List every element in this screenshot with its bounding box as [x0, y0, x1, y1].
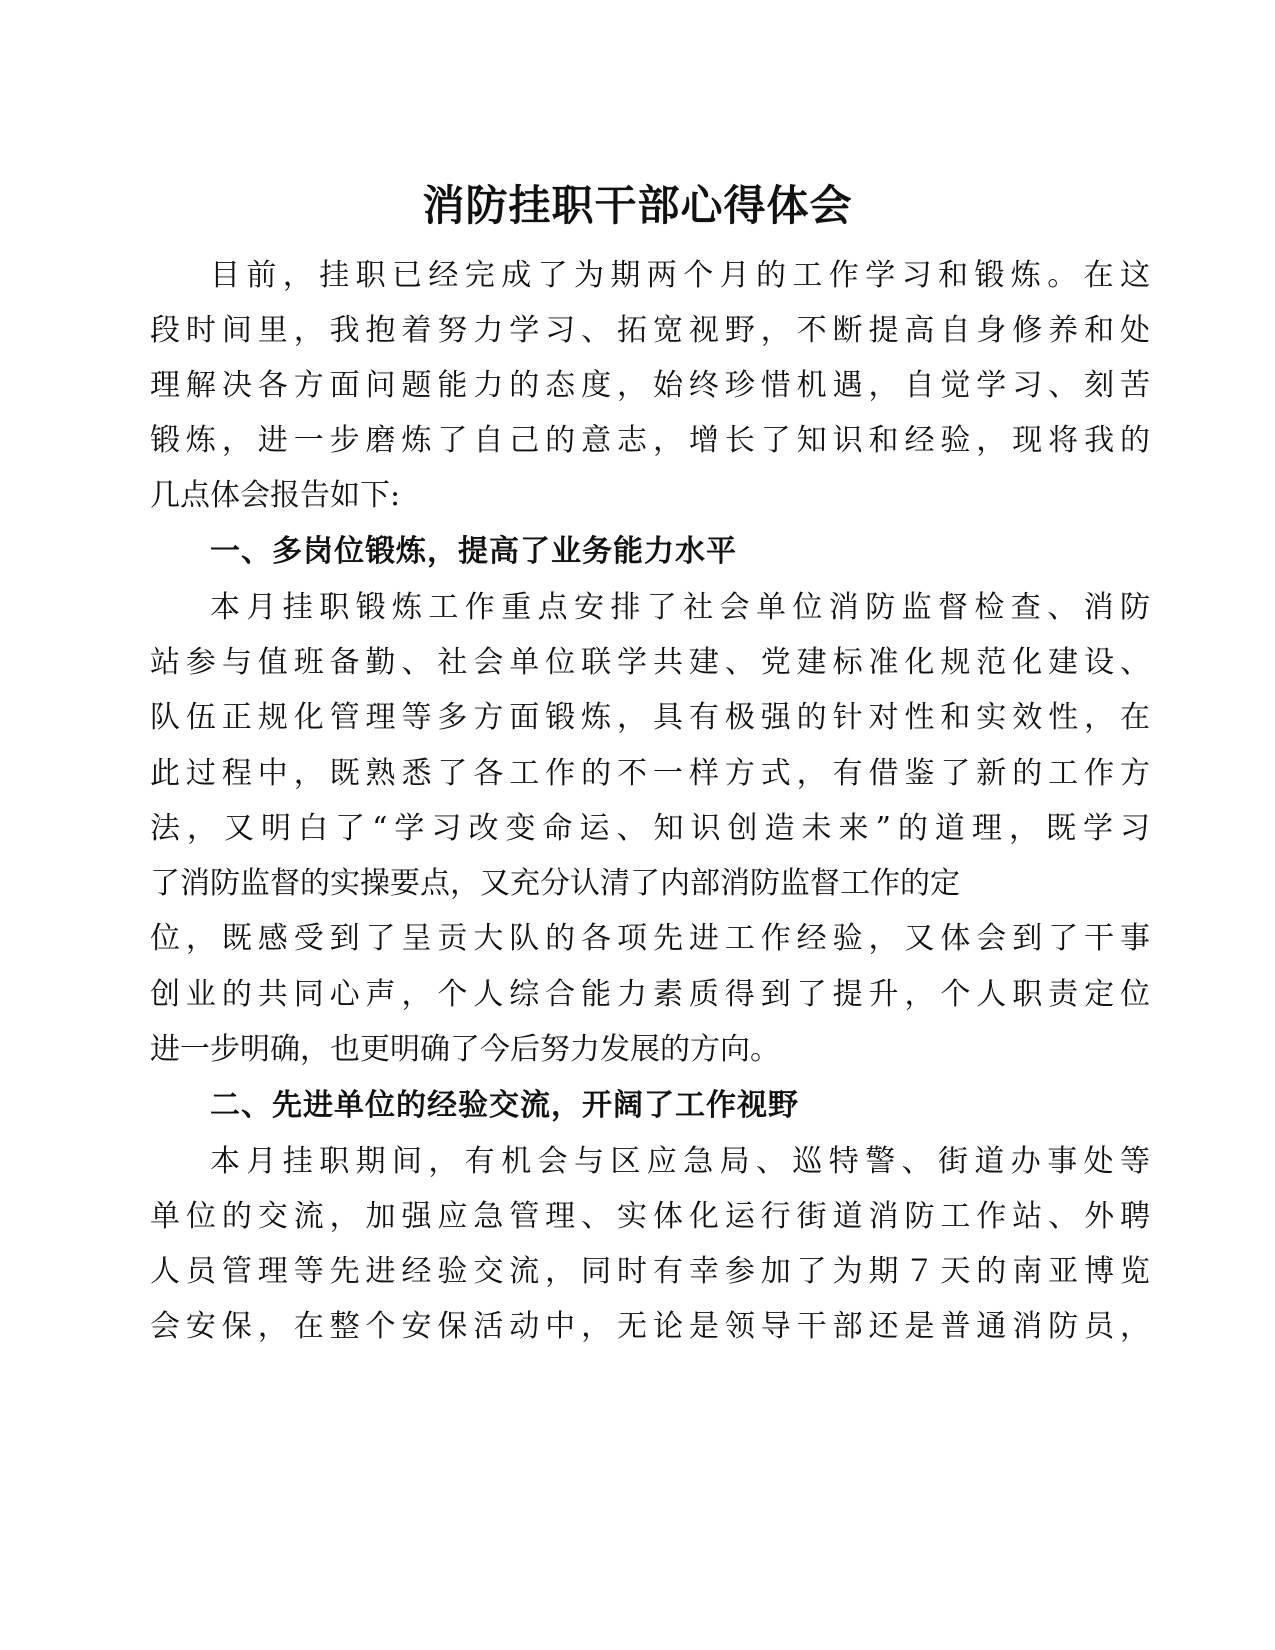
paragraph-line: 锻炼，进一步磨炼了自己的意志，增长了知识和经验，现将我的 [150, 423, 1150, 458]
paragraph-line: 人员管理等先进经验交流，同时有幸参加了为期７天的南亚博览 [150, 1254, 1150, 1289]
paragraph-line: 法，又明白了“学习改变命运、知识创造未来”的道理，既学习 [150, 811, 1150, 846]
paragraph-line: 此过程中，既熟悉了各工作的不一样方式，有借鉴了新的工作方 [150, 756, 1150, 791]
paragraph-line: 会安保，在整个安保活动中，无论是领导干部还是普通消防员， [150, 1309, 1150, 1344]
paragraph-line: 目前，挂职已经完成了为期两个月的工作学习和锻炼。在这 [210, 258, 1150, 293]
paragraph-line: 进一步明确，也更明确了今后努力发展的方向。 [150, 1032, 780, 1067]
paragraph-line: 单位的交流，加强应急管理、实体化运行街道消防工作站、外聘 [150, 1199, 1150, 1234]
paragraph-line: 理解决各方面问题能力的态度，始终珍惜机遇，自觉学习、刻苦 [150, 368, 1150, 403]
paragraph-line: 了消防监督的实操要点，又充分认清了内部消防监督工作的定 [150, 866, 960, 901]
paragraph-line: 创业的共同心声，个人综合能力素质得到了提升，个人职责定位 [150, 977, 1150, 1012]
document-title: 消防挂职干部心得体会 [422, 181, 853, 230]
paragraph-line: 队伍正规化管理等多方面锻炼，具有极强的针对性和实效性，在 [150, 700, 1150, 735]
section-heading: 二、先进单位的经验交流，开阔了工作视野 [210, 1088, 799, 1123]
paragraph-line: 本月挂职锻炼工作重点安排了社会单位消防监督检查、消防 [210, 590, 1150, 625]
paragraph-line: 段时间里，我抱着努力学习、拓宽视野，不断提高自身修养和处 [150, 313, 1150, 348]
section-heading: 一、多岗位锻炼，提高了业务能力水平 [210, 534, 737, 569]
paragraph-line: 几点体会报告如下: [150, 478, 401, 513]
paragraph-line: 本月挂职期间，有机会与区应急局、巡特警、街道办事处等 [210, 1144, 1150, 1179]
paragraph-line: 位，既感受到了呈贡大队的各项先进工作经验，又体会到了干事 [150, 921, 1150, 956]
paragraph-line: 站参与值班备勤、社会单位联学共建、党建标准化规范化建设、 [150, 645, 1150, 680]
